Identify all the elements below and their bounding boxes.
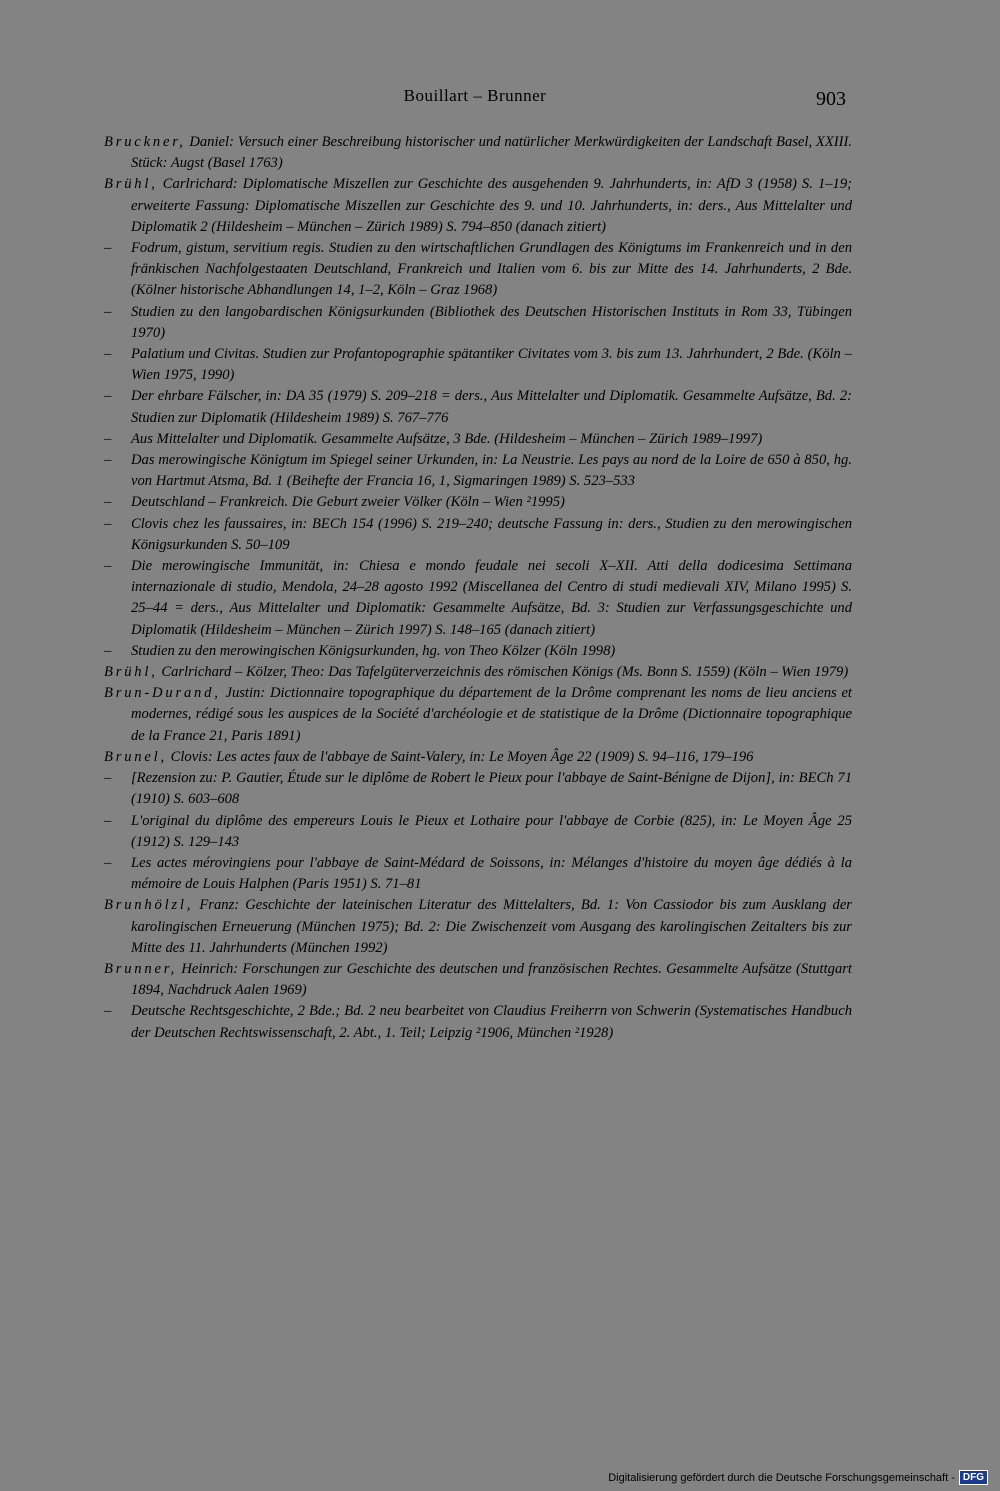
bibliography-entry (104, 683, 852, 747)
bibliography-entry (104, 174, 852, 238)
entry-text: Studien zu den langobardischen Königsurkunden (Bibliothek des Deutschen Historischen Instituts in Rom 33, Tübingen 1970) (131, 303, 852, 341)
entry-text: Carlrichard – Kölzer, Theo: Das Tafelgüterverzeichnis des römischen Königs (Ms. Bonn S. 1559) (Köln – Wien 1979) (157, 664, 849, 681)
bibliography-subentry (104, 344, 852, 386)
entry-dash: – (104, 494, 112, 511)
running-head: Bouillart – Brunner (403, 86, 547, 105)
bibliography-subentry (104, 386, 852, 428)
entry-text: Daniel: Versuch einer Beschreibung historischer und natürlicher Merkwürdigkeiten der Landschaft Basel, XXIII. Stück: Augst (Basel 1763) (131, 134, 852, 172)
footer (608, 1470, 988, 1485)
bibliography-subentry (104, 492, 852, 513)
bibliography-subentry (104, 853, 852, 895)
entry-dash: – (104, 642, 112, 659)
bibliography-entry (104, 132, 852, 174)
entry-author: Brun-Durand, (104, 685, 221, 702)
entry-text: Palatium und Civitas. Studien zur Profantopographie spätantiker Civitates vom 3. bis zum 13. Jahrhundert, 2 Bde. (Köln – Wien 1975, 1990) (131, 346, 852, 384)
entry-author: Brunner, (104, 960, 178, 977)
entry-dash: – (104, 558, 112, 575)
entry-text: Heinrich: Forschungen zur Geschichte des deutschen und französischen Rechtes. Gesammelte Aufsätze (Stuttgart 1894, Nachdruck Aalen 1969) (131, 960, 852, 999)
entry-author: Bruckner, (104, 134, 186, 150)
footer-credit: Digitalisierung gefördert durch die Deutsche Forschungsgemeinschaft - (608, 1471, 955, 1484)
bibliography-entry (104, 895, 852, 959)
bibliography-entry (104, 662, 852, 683)
entry-dash: – (104, 812, 112, 829)
entry-dash: – (104, 388, 112, 405)
bibliography-subentry (104, 811, 852, 853)
entry-text: Les actes mérovingiens pour l'abbaye de Saint-Médard de Soissons, in: Mélanges d'histoire du moyen âge dédiés à la mémoire de Louis Halphen (Paris 1951) S. 71–81 (131, 854, 852, 893)
bibliography-subentry (104, 1001, 852, 1043)
bibliography-entry (104, 747, 852, 768)
entry-dash: – (104, 303, 112, 320)
entry-author: Brühl, (104, 176, 158, 193)
bibliography-subentry (104, 768, 852, 810)
entry-text: Carlrichard: Diplomatische Miszellen zur Geschichte des ausgehenden 9. Jahrhunderts, in: AfD 3 (1958) S. 1–19; erweiterte Fassung: Diplomatische Miszellen zur Geschichte des 9. und 10. Jahrhunderts, in: ders., Aus Mittelalter und Diplomatik 2 (Hildesheim – München – Zürich 1989) S. 794–850 (danach zitiert) (131, 176, 852, 235)
entry-text: L'original du diplôme des empereurs Louis le Pieux et Lothaire pour l'abbaye de Corbie (825), in: Le Moyen Âge 25 (1912) S. 129–143 (131, 812, 852, 850)
page-number: 903 (816, 88, 846, 110)
entry-author: Brühl, (104, 664, 158, 681)
entry-text: Justin: Dictionnaire topographique du département de la Drôme comprenant les noms de lieu anciens et modernes, rédigé sous les auspices de la Société d'archéologie et de statistique de la Drôme (Dictionnaire topographique de la France 21, Paris 1891) (131, 685, 852, 744)
bibliography-subentry (104, 450, 852, 492)
entry-text: Die merowingische Immunität, in: Chiesa e mondo feudale nei secoli X–XII. Atti della dodicesima Settimana internazionale di studio, Mendola, 24–28 agosto 1992 (Miscellanea del Centro di studi medievali XIV, Milano 1995) S. 25–44 = ders., Aus Mittelalter und Diplomatik: Gesammelte Aufsätze, Bd. 3: Studien zur Verfassungsgeschichte und Diplomatik (Hildesheim – München – Zürich 1997) S. 148–165 (danach zitiert) (131, 558, 852, 638)
entry-text: [Rezension zu: P. Gautier, Étude sur le diplôme de Robert le Pieux pour l'abbaye de Saint-Bénigne de Dijon], in: BECh 71 (1910) S. 603–608 (131, 770, 852, 808)
entry-text: Deutschland – Frankreich. Die Geburt zweier Völker (Köln – Wien ²1995) (131, 494, 565, 511)
entry-dash: – (104, 1003, 112, 1020)
bibliography-subentry (104, 302, 852, 344)
bibliography-subentry (104, 641, 852, 662)
entry-text: Studien zu den merowingischen Königsurkunden, hg. von Theo Kölzer (Köln 1998) (131, 642, 616, 659)
dfg-logo: DFG (959, 1470, 988, 1485)
bibliography-subentry (104, 514, 852, 556)
bibliography-subentry (104, 556, 852, 641)
bibliography-subentry (104, 429, 852, 450)
entry-dash: – (104, 240, 112, 257)
entry-dash: – (104, 515, 112, 532)
entry-text: Fodrum, gistum, servitium regis. Studien zu den wirtschaftlichen Grundlagen des Königtums im Frankenreich und in den fränkischen Nachfolgestaaten Deutschland, Frankreich und Italien vom 6. bis zur Mitte des 14. Jahrhunderts, 2 Bde. (Kölner historische Abhandlungen 14, 1–2, Köln – Graz 1968) (131, 240, 852, 299)
entry-text: Aus Mittelalter und Diplomatik. Gesammelte Aufsätze, 3 Bde. (Hildesheim – München – Zürich 1989–1997) (131, 430, 763, 447)
bibliography-subentry (104, 238, 852, 302)
entry-dash: – (104, 346, 112, 363)
entry-text: Clovis: Les actes faux de l'abbaye de Saint-Valery, in: Le Moyen Âge 22 (1909) S. 94–116, 179–196 (166, 748, 754, 765)
entry-author: Brunel, (104, 748, 167, 765)
entry-text: Der ehrbare Fälscher, in: DA 35 (1979) S. 209–218 = ders., Aus Mittelalter und Diplomatik. Gesammelte Aufsätze, Bd. 2: Studien zur Diplomatik (Hildesheim 1989) S. 767–776 (131, 388, 852, 426)
entry-author: Brunhölzl, (104, 897, 194, 914)
entry-text: Clovis chez les faussaires, in: BECh 154 (1996) S. 219–240; deutsche Fassung in: ders., Studien zu den merowingischen Königsurkunden S. 50–109 (131, 515, 852, 553)
bibliography-list (104, 132, 852, 1044)
entry-text: Franz: Geschichte der lateinischen Literatur des Mittelalters, Bd. 1: Von Cassiodor bis zum Ausklang der karolingischen Erneuerung (München 1975); Bd. 2: Die Zwischenzeit vom Ausgang des karolingischen Zeitalters bis zur Mitte des 11. Jahrhunderts (München 1992) (131, 897, 852, 956)
page-header (100, 86, 850, 116)
bibliography-entry (104, 959, 852, 1001)
entry-dash: – (104, 430, 112, 447)
entry-dash: – (104, 452, 112, 469)
entry-text: Deutsche Rechtsgeschichte, 2 Bde.; Bd. 2 neu bearbeitet von Claudius Freiherrn von Schwerin (Systematisches Handbuch der Deutschen Rechtswissenschaft, 2. Abt., 1. Teil; Leipzig ²1906, München ²1928) (131, 1003, 852, 1041)
entry-text: Das merowingische Königtum im Spiegel seiner Urkunden, in: La Neustrie. Les pays au nord de la Loire de 650 à 850, hg. von Hartmut Atsma, Bd. 1 (Beihefte der Francia 16, 1, Sigmaringen 1989) S. 523–533 (131, 452, 852, 490)
entry-dash: – (104, 854, 112, 871)
entry-dash: – (104, 770, 112, 787)
